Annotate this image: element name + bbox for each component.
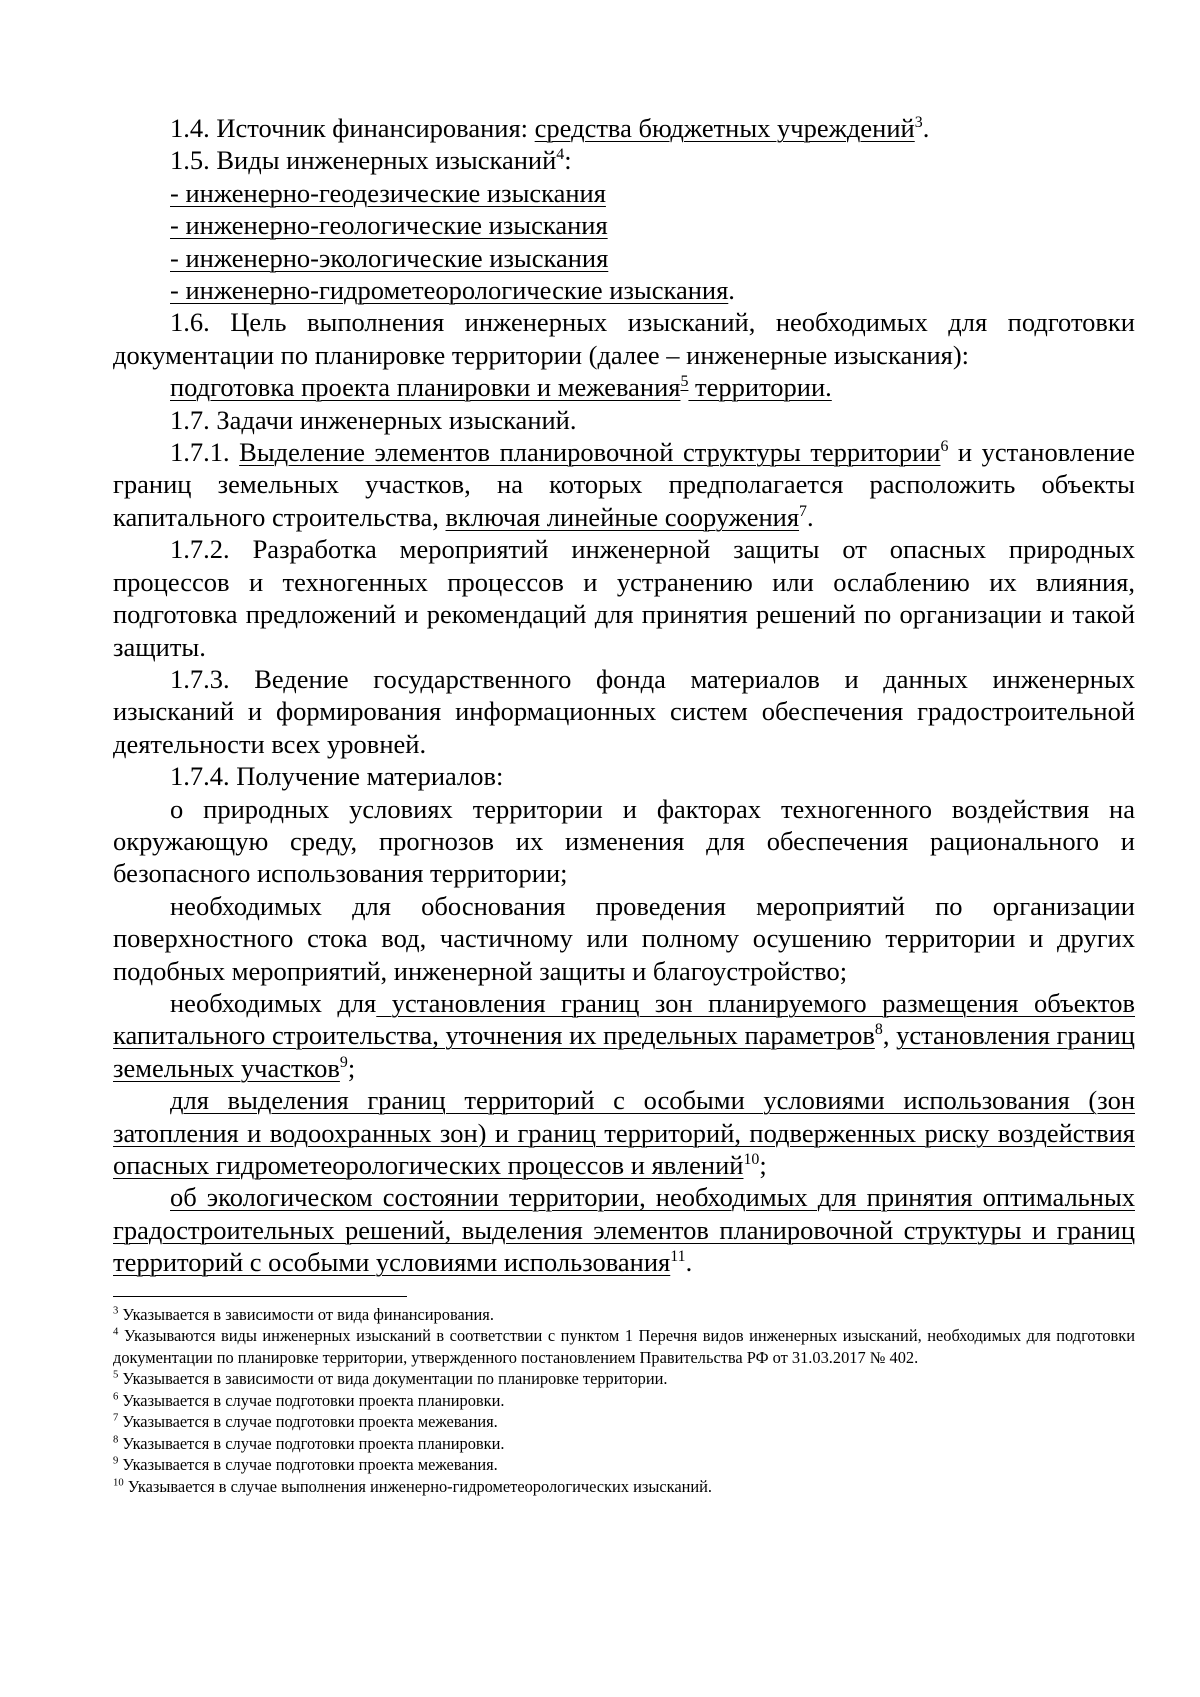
paragraph-1-7-3: 1.7.3. Ведение государственного фонда материалов и данных инженерных изысканий и формирования информационных систем обеспечения градостроительной деятельности всех уровней.	[113, 663, 1135, 759]
paragraph-1-7-2: 1.7.2. Разработка мероприятий инженерной защиты от опасных природных процессов и техногенных процессов и устранению или ослаблению их влияния, подготовка предложений и рекомендаций для принятия решений по организации и такой защиты.	[113, 534, 1135, 662]
footnote: $^{10}$ Указывается в случае выполнения инженерно-гидрометеорологических изысканий.	[113, 1476, 713, 1496]
materials-item-2: необходимых для обоснования проведения мероприятий по организации поверхностного стока вод, частичному или полному осушению территории и других подобных мероприятий, инженерной защиты и благоустройство;	[113, 890, 1135, 986]
footnote-ref-11: 11	[670, 1248, 686, 1266]
paragraph-1-6-value: подготовка проекта планировки и межевания$^5$ территории.	[170, 372, 832, 403]
paragraph-1-6: 1.6. Цель выполнения инженерных изысканий, необходимых для подготовки документации по планировке территории (далее – инженерные изыскания):	[113, 307, 1135, 370]
footnote-separator	[113, 1296, 407, 1297]
paragraph-1-7-1: 1.7.1. Выделение элементов планировочной структуры территории$^6$ и установление границ земельных участков, на которых предполагается расположить объекты капитального строительства, включая линейные сооружения$^7$.	[113, 437, 1136, 532]
paragraph-1-7-4: 1.7.4. Получение материалов:	[170, 761, 504, 792]
footnote-ref-4: 4	[556, 146, 565, 164]
footnote: $^5$ Указывается в зависимости от вида документации по планировке территории.	[113, 1369, 668, 1389]
survey-type-item: - инженерно-геологические изыскания	[170, 210, 608, 241]
materials-item-3: необходимых для установления границ зон планируемого размещения объектов капитального строительства, уточнения их предельных параметров$^8$, установления границ земельных участков$^9$;	[113, 987, 1136, 1083]
main-text	[113, 112, 1135, 1279]
footnote-ref-5: 5	[680, 373, 689, 391]
survey-type-item: - инженерно-гидрометеорологические изыскания.	[170, 275, 735, 306]
footnote-ref-8: 8	[874, 1021, 883, 1039]
survey-type-item: - инженерно-геодезические изыскания	[170, 177, 606, 208]
footnote: $^7$ Указывается в случае подготовки проекта межевания.	[113, 1412, 498, 1432]
footnote-ref-9: 9	[339, 1053, 348, 1071]
paragraph-1-4: 1.4. Источник финансирования: средства бюджетных учреждений$^3$.	[170, 113, 930, 143]
footnotes	[113, 1304, 1135, 1498]
footnote: $^8$ Указывается в случае подготовки проекта планировки.	[113, 1433, 505, 1453]
footnote-ref-6: 6	[940, 438, 949, 456]
materials-item-4: для выделения границ территорий с особыми условиями использования (зон затопления и водоохранных зон) и границ территорий, подверженных риску воздействия опасных гидрометеорологических процессов и явлений$^{10}$;	[113, 1085, 1135, 1180]
materials-item-5: об экологическом состоянии территории, необходимых для принятия оптимальных градостроительных решений, выделения элементов планировочной структуры и границ территорий с особыми условиями использования$^{11}$.	[113, 1182, 1135, 1278]
paragraph-1-7: 1.7. Задачи инженерных изысканий.	[170, 404, 577, 435]
footnote: $^4$ Указываются виды инженерных изысканий в соответствии с пунктом 1 Перечня видов инженерных изысканий, необходимых для подготовки документации по планировке территории, утвержденного постановлением Правительства РФ от 31.03.2017 № 402.	[113, 1326, 1135, 1367]
funding-source: средства бюджетных учреждений	[534, 113, 915, 143]
survey-type-item: - инженерно-экологические изыскания	[170, 242, 609, 273]
footnote-ref-7: 7	[799, 503, 807, 521]
footnote-ref-10: 10	[743, 1151, 760, 1169]
footnote: $^6$ Указывается в случае подготовки проекта планировки.	[113, 1390, 505, 1410]
footnote: $^3$ Указывается в зависимости от вида финансирования.	[113, 1304, 494, 1324]
paragraph-1-5: 1.5. Виды инженерных изысканий$^4$:	[170, 145, 572, 176]
materials-item-1: о природных условиях территории и факторах техногенного воздействия на окружающую среду, прогнозов их изменения для обеспечения рационального и безопасного использования территории;	[113, 793, 1135, 889]
footnote-ref-3: 3	[914, 114, 923, 132]
footnote: $^9$ Указывается в случае подготовки проекта межевания.	[113, 1455, 498, 1475]
document-page	[113, 112, 1135, 1497]
